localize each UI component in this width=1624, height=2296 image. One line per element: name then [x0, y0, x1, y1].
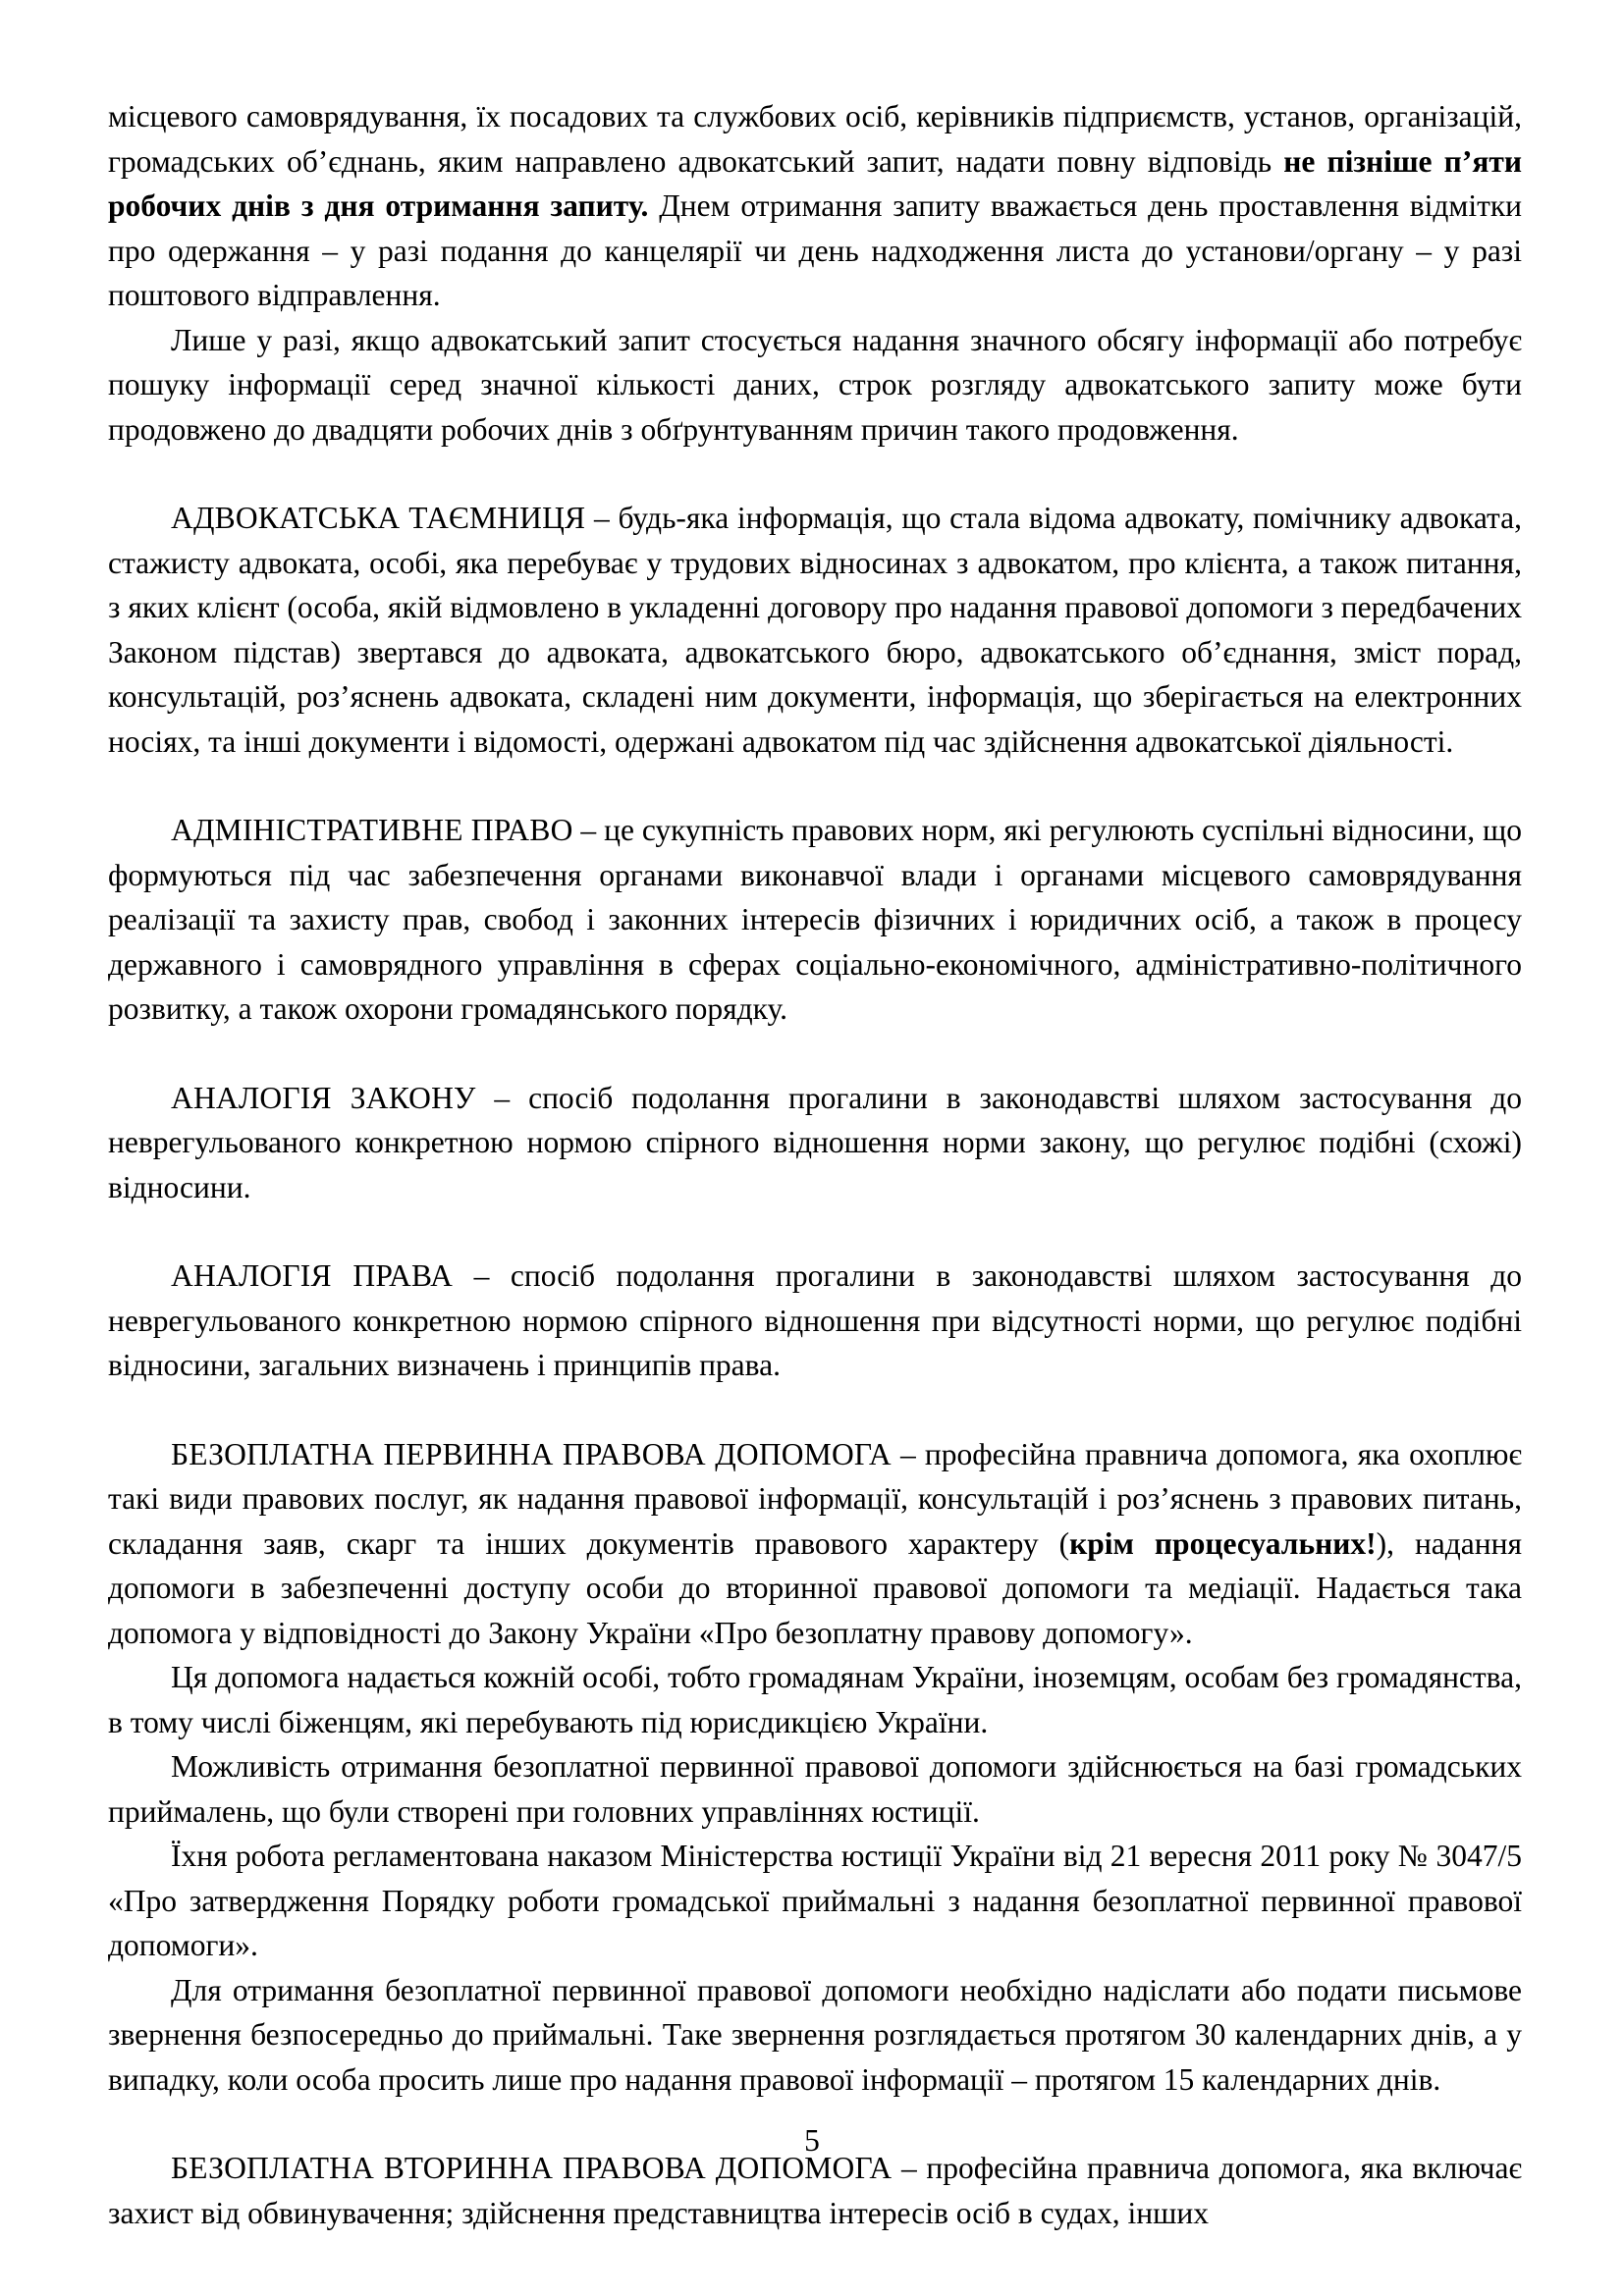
term-heading: БЕЗОПЛАТНА ВТОРИННА ПРАВОВА ДОПОМОГА [171, 2151, 893, 2185]
text-run: Лише у разі, якщо адвокатський запит стосується надання значного обсягу інформації або потребує пошуку інформації серед значної кількості даних, строк розгляду адвокатського запиту може бути продовжено до двадцяти робочих днів з обґрунтуванням причин такого продовження. [108, 322, 1522, 447]
text-run: ), надання допомоги в забезпеченні доступу особи до вторинної правової допомоги та медіації. Надається така допомога у відповідності до Закону України «Про безоплатну правову допомогу». [108, 1525, 1522, 1650]
paragraph [108, 1655, 1522, 1744]
paragraph [108, 94, 1522, 318]
paragraph [108, 1744, 1522, 1834]
page-number: 5 [804, 2123, 820, 2158]
term-heading: АДВОКАТСЬКА ТАЄМНИЦЯ [171, 501, 586, 535]
text-run: Для отримання безоплатної первинної правової допомоги необхідно надіслати або подати письмове звернення безпосередньо до приймальні. Таке звернення розглядається протягом 30 календарних днів, а у випадку, коли особа просить лише про надання правової інформації – протягом 15 календарних днів. [108, 1972, 1522, 2097]
text-run: Можливість отримання безоплатної первинної правової допомоги здійснюється на базі громадських приймалень, що були створені при головних управліннях юстиції. [108, 1749, 1522, 1829]
paragraph [108, 1968, 1522, 2103]
paragraph [108, 808, 1522, 1032]
text-run: місцевого самоврядування, їх посадових та службових осіб, керівників підприємств, установ, організацій, громадських об’єднань, яким направлено адвокатський запит, надати повну відповідь [108, 99, 1522, 179]
text-run: Ця допомога надається кожній особі, тобто громадянам України, іноземцям, особам без громадянства, в тому числі біженцям, які перебувають під юрисдикцією України. [108, 1660, 1522, 1739]
term-heading: АНАЛОГІЯ ПРАВА [171, 1258, 454, 1293]
text-run: Їхня робота регламентована наказом Міністерства юстиції України від 21 вересня 2011 року № 3047/5 «Про затвердження Порядку роботи громадської приймальні з надання безоплатної первинної правової допомоги». [108, 1839, 1522, 1962]
term-heading: АДМІНІСТРАТИВНЕ ПРАВО [171, 813, 573, 847]
paragraph [108, 1432, 1522, 1656]
paragraph [108, 2146, 1522, 2235]
text-run: – спосіб подолання прогалини в законодавстві шляхом застосування до неврегульованого конкретною нормою спірного відношення норми закону, що регулює подібні (схожі) відносини. [108, 1080, 1522, 1204]
paragraph [108, 318, 1522, 453]
text-run: не пізніше п’яти робочих днів з дня отримання запиту. [108, 143, 1522, 223]
term-heading: АНАЛОГІЯ ЗАКОНУ [171, 1080, 476, 1115]
document-text-body [108, 94, 1522, 2235]
paragraph [108, 1254, 1522, 1388]
text-run: – спосіб подолання прогалини в законодавстві шляхом застосування до неврегульованого конкретною нормою спірного відношення при відсутності норми, що регулює подібні відносини, загальних визначень і принципів права. [108, 1258, 1522, 1382]
text-run: Днем отримання запиту вважається день проставлення відмітки про одержання – у разі подання до канцелярії чи день надходження листа до установи/органу – у разі поштового відправлення. [108, 188, 1522, 312]
text-run: – професійна правнича допомога, яка включає захист від обвинувачення; здійснення представництва інтересів осіб в судах, інших [108, 2151, 1522, 2230]
term-heading: БЕЗОПЛАТНА ПЕРВИННА ПРАВОВА ДОПОМОГА [171, 1436, 892, 1471]
text-run: – професійна правнича допомога, яка охоплює такі види правових послуг, як надання правової інформації, консультацій і роз’яснень з правових питань, складання заяв, скарг та інших документів правового характеру ( [108, 1436, 1522, 1561]
paragraph [108, 496, 1522, 764]
text-run: крім процесуальних! [1069, 1525, 1377, 1561]
text-run: – це сукупність правових норм, які регулюють суспільні відносини, що формуються під час забезпечення органами виконавчої влади і органами місцевого самоврядування реалізації та захисту прав, свобод і законних інтересів фізичних і юридичних осіб, а також в процесу державного і самоврядного управління в сферах соціально-економічного, адміністративно-політичного розвитку, а також охорони громадянського порядку. [108, 813, 1522, 1026]
paragraph [108, 1076, 1522, 1210]
text-run: – будь-яка інформація, що стала відома адвокату, помічнику адвоката, стажисту адвоката, особі, яка перебуває у трудових відносинах з адвокатом, про клієнта, а також питання, з яких клієнт (особа, якій відмовлено в укладенні договору про надання правової допомоги з передбачених Законом підстав) звертався до адвоката, адвокатського бюро, адвокатського об’єднання, зміст порад, консультацій, роз’яснень адвоката, складені ним документи, інформація, що зберігається на електронних носіях, та інші документи і відомості, одержані адвокатом під час здійснення адвокатської діяльності. [108, 501, 1523, 759]
paragraph [108, 1834, 1522, 1968]
